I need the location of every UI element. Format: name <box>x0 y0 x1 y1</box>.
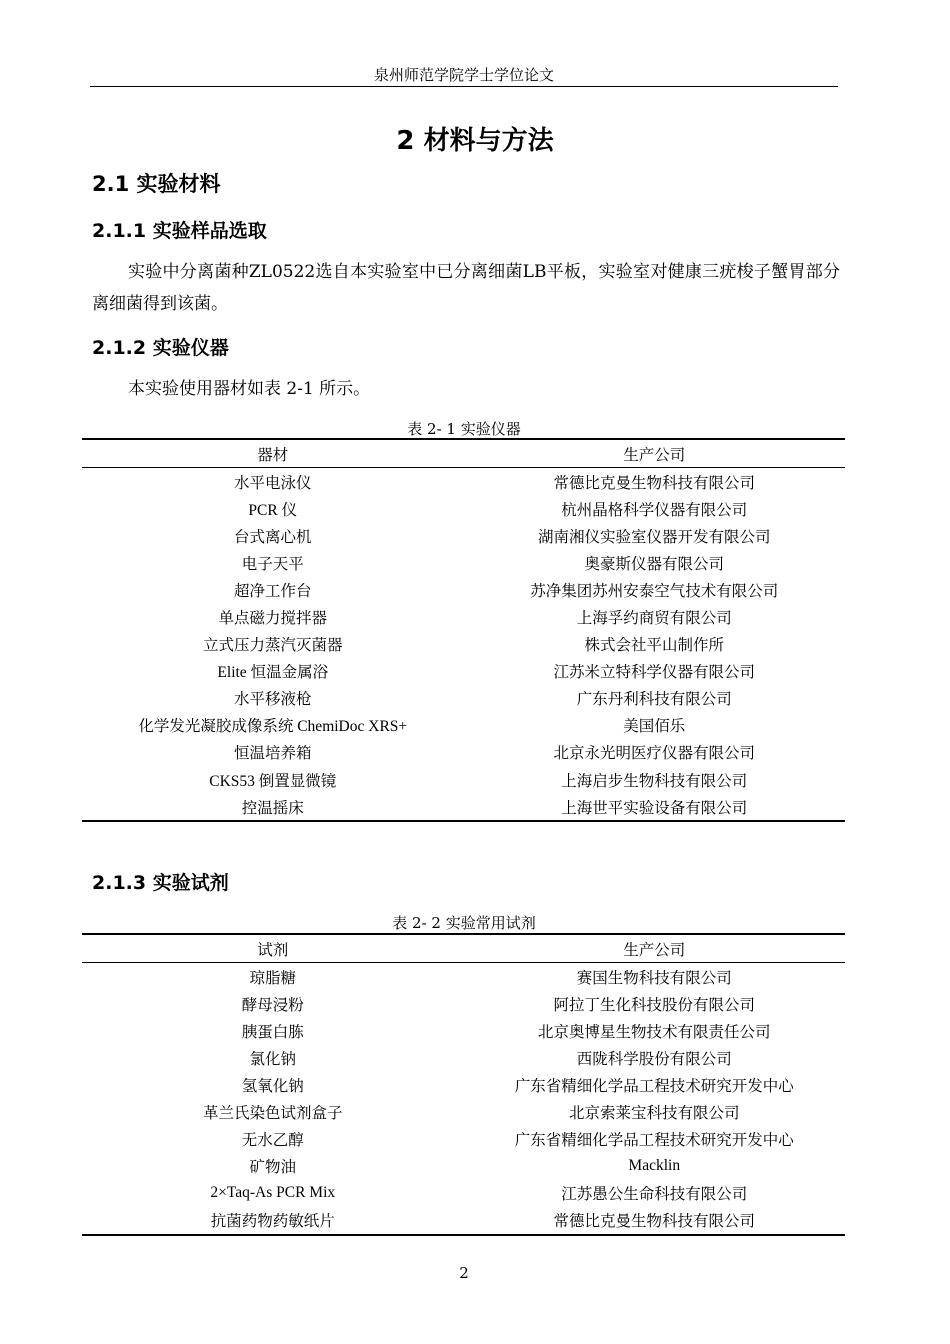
table-cell-manufacturer: 上海孚约商贸有限公司 <box>576 610 732 628</box>
table-row <box>82 1071 845 1098</box>
table-cell-manufacturer: 西陇科学股份有限公司 <box>576 1050 732 1068</box>
table-cell-manufacturer: 上海世平实验设备有限公司 <box>464 793 846 821</box>
table-cell-manufacturer: 广东丹利科技有限公司 <box>576 691 732 709</box>
table-row <box>82 1180 845 1207</box>
table-cell-item: 水平电泳仪 <box>233 474 312 492</box>
table-cell-manufacturer: 赛国生物科技有限公司 <box>576 969 732 987</box>
table-cell-item: 氢氧化钠 <box>241 1077 304 1095</box>
table-cell-manufacturer: 江苏米立特科学仪器有限公司 <box>553 664 755 682</box>
table-cell-manufacturer: 苏净集团苏州安泰空气技术有限公司 <box>530 582 779 600</box>
table-cell-manufacturer: 湖南湘仪实验室仪器开发有限公司 <box>537 528 771 546</box>
table-cell-item: 无水乙醇 <box>241 1132 304 1150</box>
section-heading-2-1-3: 2.1.3 实验试剂 <box>92 872 229 894</box>
table-cell-item: 矿物油 <box>249 1159 296 1177</box>
table-cell-item: 酵母浸粉 <box>241 996 304 1014</box>
table-row <box>82 1098 845 1125</box>
table-cell-item: 氯化钠 <box>249 1050 296 1068</box>
table-cell-item: 立式压力蒸汽灭菌器 <box>202 637 343 655</box>
instrument-paragraph: 本实验使用器材如表 2-1 所示。 <box>128 379 371 399</box>
column-header-manufacturer: 生产公司 <box>464 934 846 963</box>
table-cell-manufacturer: 广东省精细化学品工程技术研究开发中心 <box>514 1132 794 1150</box>
table-cell-manufacturer: 美国佰乐 <box>623 718 686 736</box>
table-row <box>82 1044 845 1071</box>
table-cell-item: 2×Taq-As PCR Mix <box>210 1184 336 1202</box>
table-cell-item: 革兰氏染色试剂盒子 <box>202 1105 343 1123</box>
table-cell-item: 化学发光凝胶成像系统 ChemiDoc XRS+ <box>138 718 408 736</box>
section-heading-2-1-1: 2.1.1 实验样品选取 <box>92 220 267 242</box>
column-header-reagent: 试剂 <box>82 934 464 963</box>
sample-paragraph: 实验中分离菌种ZL0522选自本实验室中已分离细菌LB平板，实验室对健康三疣梭子蟹胃部分离细菌得到该菌。 <box>92 262 840 314</box>
table-row <box>82 603 845 630</box>
table-cell-item: 控温摇床 <box>82 793 464 821</box>
reagent-table <box>82 933 845 1236</box>
header-rule <box>90 86 838 87</box>
table-cell-manufacturer: 北京奥博星生物技术有限责任公司 <box>537 1023 771 1041</box>
table-cell-manufacturer: 杭州晶格科学仪器有限公司 <box>561 501 748 519</box>
page-number: 2 <box>459 1264 469 1282</box>
running-header: 泉州师范学院学士学位论文 <box>373 66 554 84</box>
column-header-manufacturer: 生产公司 <box>464 439 846 468</box>
table-cell-item: 恒温培养箱 <box>233 745 312 763</box>
chapter-title: 2 材料与方法 <box>396 126 554 156</box>
table-cell-item: 电子天平 <box>241 555 304 573</box>
table-row <box>82 658 845 685</box>
table-row <box>82 549 845 576</box>
table-cell-manufacturer: 常德比克曼生物科技有限公司 <box>464 1207 846 1235</box>
table-header-row <box>82 439 845 468</box>
column-header-equipment: 器材 <box>82 439 464 468</box>
table-row <box>82 1207 845 1235</box>
table-cell-item: PCR 仪 <box>248 501 298 519</box>
table-row <box>82 685 845 712</box>
table-cell-manufacturer: 北京索莱宝科技有限公司 <box>568 1105 740 1123</box>
table-row <box>82 1017 845 1044</box>
table-cell-manufacturer: 株式会社平山制作所 <box>584 637 724 655</box>
section-heading-2-1-2: 2.1.2 实验仪器 <box>92 337 229 359</box>
table-row <box>82 793 845 821</box>
table-cell-manufacturer: 江苏愚公生命科技有限公司 <box>561 1186 748 1204</box>
table-cell-item: 胰蛋白胨 <box>241 1023 304 1041</box>
table-row <box>82 963 845 991</box>
table-row <box>82 495 845 522</box>
table-cell-item: 琼脂糖 <box>249 969 296 987</box>
table-cell-manufacturer: 广东省精细化学品工程技术研究开发中心 <box>514 1077 794 1095</box>
table-row <box>82 766 845 793</box>
table-row <box>82 1153 845 1180</box>
table-cell-manufacturer: 北京永光明医疗仪器有限公司 <box>553 745 755 763</box>
table-header-row <box>82 934 845 963</box>
table-cell-manufacturer: 常德比克曼生物科技有限公司 <box>553 474 755 492</box>
section-heading-2-1: 2.1 实验材料 <box>92 172 221 196</box>
table-row <box>82 712 845 739</box>
table-cell-manufacturer: 奥豪斯仪器有限公司 <box>584 555 724 573</box>
table-cell-item: 抗菌药物药敏纸片 <box>82 1207 464 1235</box>
table-cell-manufacturer: 上海启步生物科技有限公司 <box>561 772 748 790</box>
table-row <box>82 576 845 603</box>
table-row <box>82 739 845 766</box>
table-row <box>82 631 845 658</box>
instrument-table <box>82 438 845 822</box>
table-row <box>82 990 845 1017</box>
table-cell-item: 台式离心机 <box>233 528 312 546</box>
table-row <box>82 522 845 549</box>
table-cell-manufacturer: Macklin <box>628 1157 681 1175</box>
table-cell-item: 水平移液枪 <box>233 691 312 709</box>
table-row <box>82 468 845 496</box>
table-cell-item: Elite 恒温金属浴 <box>217 664 329 682</box>
table-cell-item: 超净工作台 <box>233 582 312 600</box>
table-row <box>82 1126 845 1153</box>
table1-caption: 表 2- 1 实验仪器 <box>407 420 521 438</box>
table-cell-item: CKS53 倒置显微镜 <box>209 772 337 790</box>
table2-caption: 表 2- 2 实验常用试剂 <box>392 914 536 932</box>
table-cell-item: 单点磁力搅拌器 <box>218 610 327 628</box>
table-cell-manufacturer: 阿拉丁生化科技股份有限公司 <box>553 996 755 1014</box>
